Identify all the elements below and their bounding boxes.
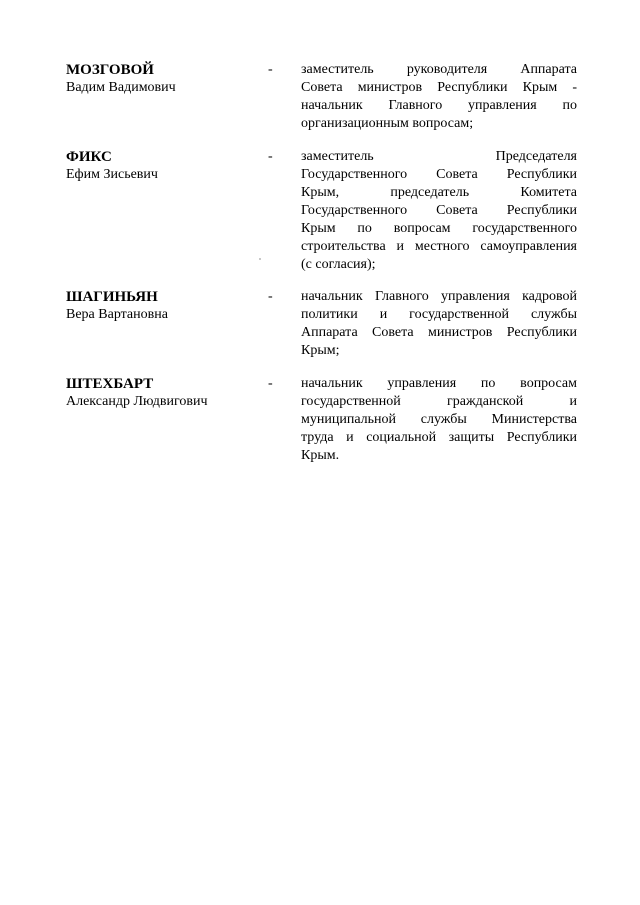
position-line: Крым. — [301, 448, 340, 463]
position-line: Государственного Совета Республики — [301, 167, 577, 182]
position-line: (с согласия); — [301, 257, 376, 272]
member-surname: ШТЕХБАРТ — [66, 376, 154, 392]
entry-dash: - — [268, 62, 273, 77]
position-line: Крым по вопросам государственного — [301, 221, 577, 236]
member-position — [301, 288, 577, 360]
scan-speck — [259, 258, 261, 260]
entry-dash: - — [268, 149, 273, 164]
entry-dash: - — [268, 289, 273, 304]
position-line: муниципальной службы Министерства — [301, 412, 577, 427]
member-position — [301, 61, 577, 133]
member-given-name: Вера Вартановна — [66, 307, 168, 322]
position-line: заместитель Председателя — [301, 149, 577, 164]
member-surname: МОЗГОВОЙ — [66, 62, 154, 78]
member-given-name: Александр Людвигович — [66, 394, 208, 409]
position-line: строительства и местного самоуправления — [301, 239, 577, 254]
position-line: Крым, председатель Комитета — [301, 185, 577, 200]
position-line: начальник управления по вопросам — [301, 376, 577, 391]
position-line: Совета министров Республики Крым - — [301, 80, 577, 95]
member-given-name: Ефим Зисьевич — [66, 167, 158, 182]
position-line: Государственного Совета Республики — [301, 203, 577, 218]
member-given-name: Вадим Вадимович — [66, 80, 176, 95]
position-line: начальник Главного управления по — [301, 98, 577, 113]
entry-dash: - — [268, 376, 273, 391]
position-line: государственной гражданской и — [301, 394, 577, 409]
position-line: труда и социальной защиты Республики — [301, 430, 577, 445]
member-position — [301, 148, 577, 274]
position-line: Аппарата Совета министров Республики — [301, 325, 577, 340]
member-surname: ФИКС — [66, 149, 112, 165]
position-line: организационным вопросам; — [301, 116, 474, 131]
position-line: политики и государственной службы — [301, 307, 577, 322]
position-line: начальник Главного управления кадровой — [301, 289, 577, 304]
member-position — [301, 375, 577, 465]
position-line: Крым; — [301, 343, 340, 358]
position-line: заместитель руководителя Аппарата — [301, 62, 577, 77]
member-surname: ШАГИНЬЯН — [66, 289, 158, 305]
